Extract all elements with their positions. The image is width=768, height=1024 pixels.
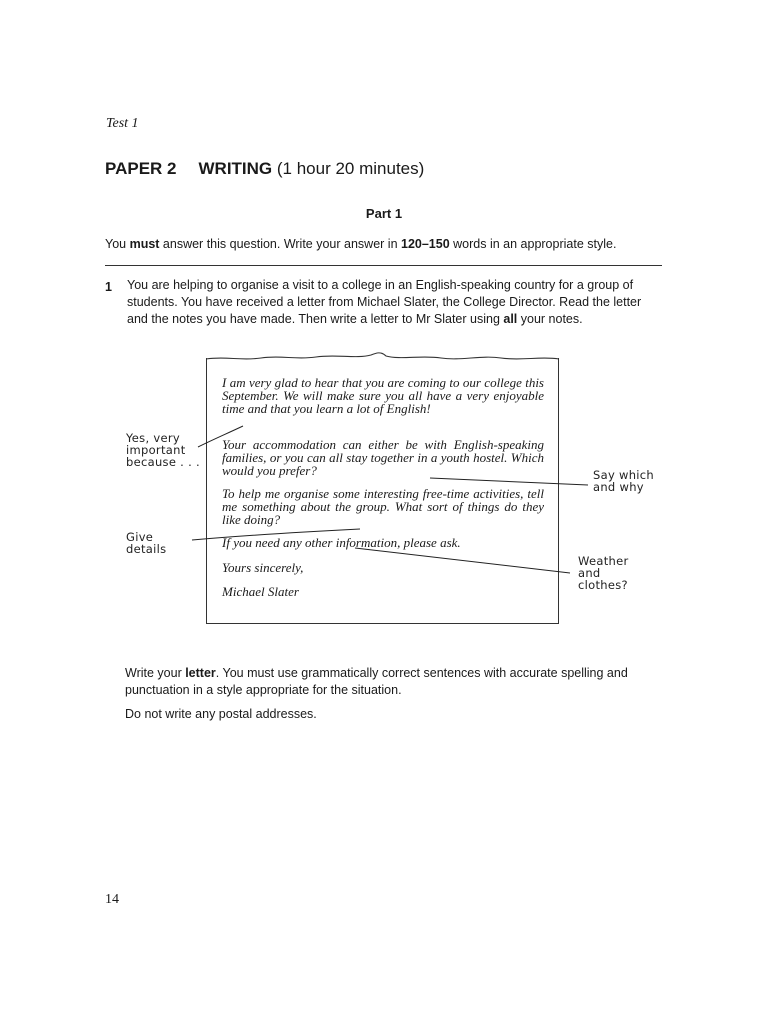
letter-paragraph-3: To help me organise some interesting free-time activities, tell me something about the group. What sort of things do they like doing? (222, 486, 544, 527)
instructions-word-count: 120–150 (401, 237, 450, 251)
letter-paragraph-1: I am very glad to hear that you are coming to our college this September. We will make sure you all have a very enjoyable time and that you learn a lot of English! (222, 375, 544, 416)
letter-signature: Michael Slater (222, 584, 299, 599)
test-label: Test 1 (106, 116, 139, 131)
note-line: and (578, 566, 601, 580)
letter-closing: Yours sincerely, (222, 560, 304, 575)
note-line: Say which (593, 468, 655, 482)
question-text-post: your notes. (517, 312, 583, 326)
note-line: because . . . (126, 455, 200, 469)
question-text-pre: You are helping to organise a visit to a college in an English-speaking country for a group of students. You have received a letter from Michael Slater, the College Director. Read the letter and the notes you have made. Then write a letter to Mr Slater using (127, 278, 642, 326)
note-line: important (126, 443, 186, 457)
write-pre: Write your (125, 666, 186, 680)
paper-number: PAPER 2 (105, 159, 177, 178)
part-heading: Part 1 (365, 206, 403, 221)
question-text-all: all (503, 312, 518, 326)
question-number: 1 (105, 280, 112, 294)
instructions-pre: You (105, 237, 130, 251)
note-line: Yes, very (126, 431, 180, 445)
write-letter-instruction (125, 665, 665, 699)
write-letter-emph: letter (185, 666, 216, 680)
paper-duration: (1 hour 20 minutes) (276, 159, 425, 178)
note-line: clothes? (578, 578, 628, 592)
paper-name: WRITING (198, 159, 273, 178)
note-line: and why (593, 480, 644, 494)
page-number: 14 (105, 892, 119, 907)
note-line: Weather (578, 554, 629, 568)
no-addresses-instruction: Do not write any postal addresses. (125, 707, 317, 721)
letter-paragraph-4: If you need any other information, please ask. (222, 535, 461, 550)
instructions-mid: answer this question. Write your answer in (159, 237, 401, 251)
letter-paragraph-2: Your accommodation can either be with English-speaking families, or you can all stay together in a youth hostel. Which would you prefer? (222, 437, 544, 478)
instructions-post: words in an appropriate style. (449, 237, 617, 251)
note-line: details (126, 542, 167, 556)
write-post: . You must use grammatically correct sentences with accurate spelling and punctuation in a style appropriate for the situation. (125, 666, 628, 697)
instructions-must: must (129, 237, 160, 251)
note-line: Give (126, 530, 154, 544)
